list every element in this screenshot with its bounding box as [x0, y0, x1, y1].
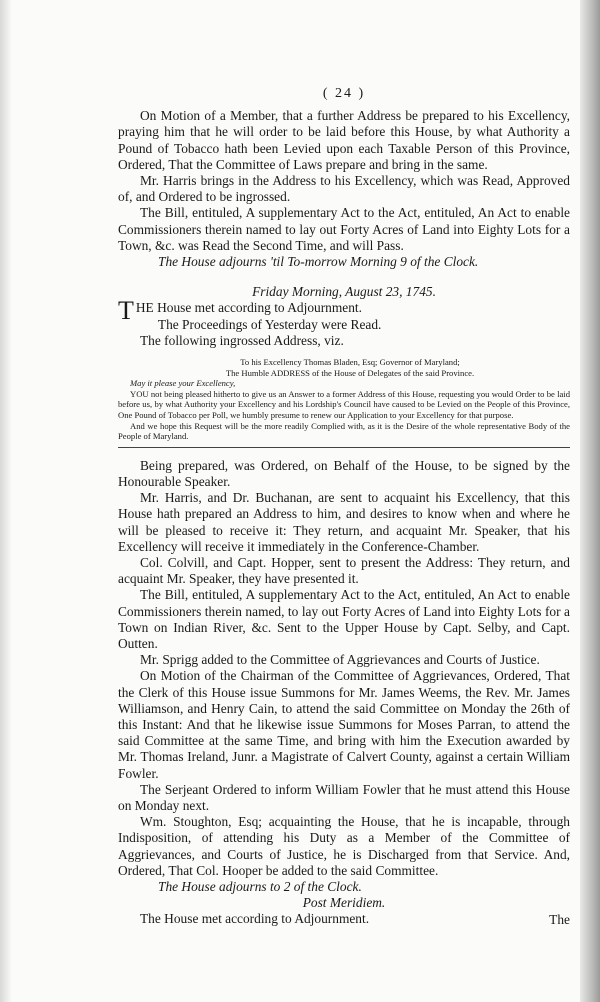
- paragraph-signed-by-speaker: Being prepared, was Ordered, on Behalf of the House, to be signed by the Honourable Speaker.: [118, 457, 570, 489]
- address-closing: And we hope this Request will be the more readily Complied with, as it is the Desire of the whole representative Body of the People of Maryland.: [118, 420, 570, 442]
- paragraph-sprigg-added: Mr. Sprigg added to the Committee of Aggrievances and Courts of Justice.: [140, 652, 540, 668]
- paragraph-colvill-hopper: Col. Colvill, and Capt. Hopper, sent to present the Address: They return, and acquaint Mr. Speaker, they have presented it.: [118, 555, 570, 587]
- left-page-edge: [0, 0, 12, 1002]
- address-salutation: May it please your Excellency,: [130, 378, 236, 389]
- section-divider: [118, 447, 570, 448]
- page-number: ( 24 ): [322, 86, 366, 101]
- paragraph-serjeant-order: The Serjeant Ordered to inform William Fowler that he must attend this House on Monday next.: [118, 781, 570, 814]
- adjournment-note-2: The House adjourns to 2 of the Clock.: [158, 879, 362, 895]
- paragraph-bill-second-reading: The Bill, entituled, A supplementary Act to the Act, entituled, An Act to enable Commissioners therein named to lay out Forty Acres of Land into Eighty Lots for a Town, &c. was Read the Second Time, and will Pass.: [118, 205, 570, 253]
- adjournment-note-1: The House adjourns 'til To-morrow Morning 9 of the Clock.: [158, 254, 479, 270]
- address-recipient: To his Excellency Thomas Bladen, Esq; Governor of Maryland;: [240, 357, 460, 368]
- address-block: [118, 357, 570, 442]
- paragraph-proceedings-read: The Proceedings of Yesterday were Read.: [157, 316, 382, 332]
- session-date-heading: Friday Morning, August 23, 1745.: [252, 284, 436, 300]
- drop-cap: T: [118, 296, 134, 326]
- paragraph-summons-order: On Motion of the Chairman of the Committee of Aggrievances, Ordered, That the Clerk of this House issue Summons for Mr. James Weems, the Rev. Mr. James Williamson, and Henry Cain, to attend the said Committee on Monday the 26th of this Instant: And that he likewise issue Summons for Moses Parran, to attend the said Committee at the same Time, and bring with him the Execution awarded by Mr. Thomas Ireland, Junr. a Magistrate of Calvert County, against a certain William Fowler.: [118, 668, 570, 781]
- paragraph-afternoon-met: The House met according to Adjournment.: [140, 911, 370, 927]
- address-body: YOU not being pleased hitherto to give us an Answer to a former Address of this House, requesting you would Order to be laid before us, by what Authority your Excellency and his Lordship's Council have caused to be Levied on the People of this Province, One Pound of Tobacco per Poll, we humbly presume to renew our Application to your Excellency for that purpose.: [118, 388, 570, 421]
- paragraph-harris-buchanan: Mr. Harris, and Dr. Buchanan, are sent to acquaint his Excellency, that this House hath prepared an Address to him, and desires to know when and where he will be pleased to receive it: They return, and acquaint Mr. Speaker, that his Excellency will receive it immediately in the Conference-Chamber.: [118, 490, 570, 554]
- catchword: The: [549, 911, 570, 927]
- house-met-text: HE House met according to Adjournment.: [135, 300, 362, 316]
- paragraph-ingrossed-address: The following ingrossed Address, viz.: [140, 332, 344, 348]
- page-text: [118, 86, 570, 928]
- right-page-edge: [580, 0, 600, 1002]
- paragraph-harris-address: Mr. Harris brings in the Address to his Excellency, which was Read, Approved of, and Ordered to be ingrossed.: [118, 173, 570, 205]
- paragraph-stoughton-discharged: Wm. Stoughton, Esq; acquainting the House, that he is incapable, through Indisposition, of attending his Duty as a Member of the Committee of Aggrievances, and Courts of Justice, he is Discharged from that Service. And, Ordered, That Col. Hooper be added to the said Committee.: [118, 814, 570, 878]
- post-meridiem-heading: Post Meridiem.: [302, 895, 386, 911]
- paragraph-motion-address: On Motion of a Member, that a further Address be prepared to his Excellency, praying him that he will order to be laid before this House, by what Authority a Pound of Tobacco hath been Levied upon each Taxable Person of this Province, Ordered, That the Committee of Laws prepare and bring in the same.: [118, 108, 570, 172]
- paragraph-bill-sent-upper-house: The Bill, entituled, A supplementary Act to the Act, entituled, An Act to enable Commissioners therein named, to lay out Forty Acres of Land into Eighty Lots for a Town on Indian River, &c. Sent to the Upper House by Capt. Selby, and Capt. Outten.: [118, 587, 570, 652]
- address-title: The Humble ADDRESS of the House of Delegates of the said Province.: [225, 367, 475, 378]
